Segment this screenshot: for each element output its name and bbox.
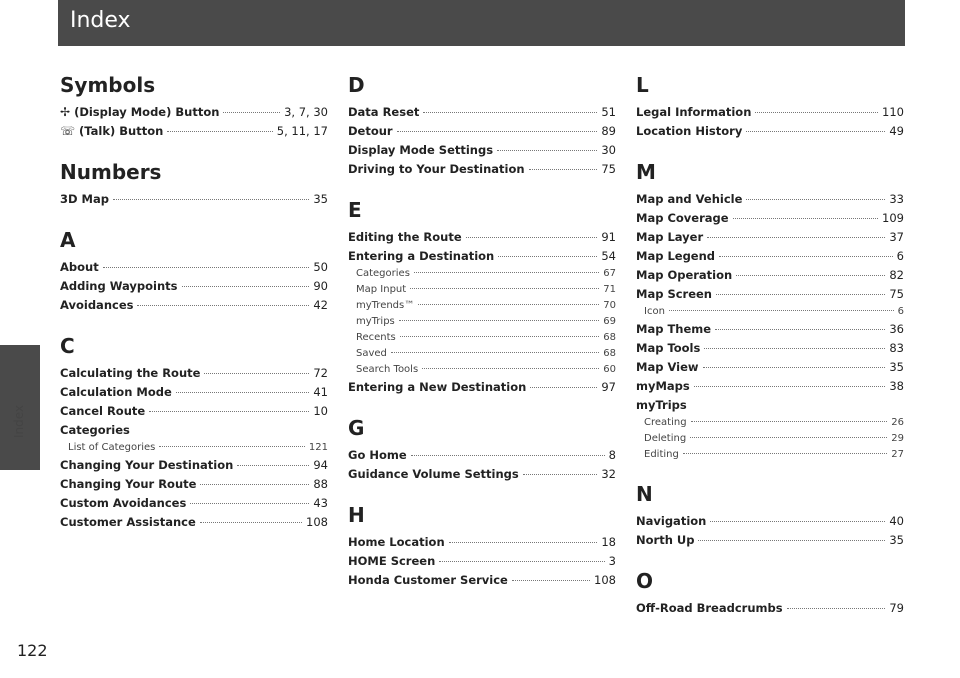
entry-term: List of Categories: [68, 442, 156, 453]
section-heading-e: E: [348, 198, 362, 222]
index-entry: [636, 339, 904, 358]
entry-pages: 43: [313, 496, 328, 510]
section-heading-m: M: [636, 160, 656, 184]
entry-pages: 40: [889, 514, 904, 528]
index-column-1: [60, 72, 328, 532]
section-heading-h: H: [348, 503, 365, 527]
leader-dots: [529, 169, 598, 170]
entry-term: Display Mode Settings: [348, 143, 494, 157]
leader-dots: [397, 131, 598, 132]
index-entry: [636, 103, 904, 122]
entry-pages: 49: [889, 124, 904, 138]
entry-term: Saved: [356, 348, 387, 359]
entry-term: Icon: [644, 306, 665, 317]
entry-term: Legal Information: [636, 105, 752, 119]
entry-term: 3D Map: [60, 192, 109, 206]
entry-term: Navigation: [636, 514, 707, 528]
index-entry: [348, 122, 616, 141]
entry-term: Honda Customer Service: [348, 573, 508, 587]
index-subentry: [636, 415, 904, 431]
side-index-label: Index: [12, 405, 26, 439]
entry-term: Categories: [356, 268, 410, 279]
index-subentry: [348, 282, 616, 298]
leader-dots: [710, 521, 885, 522]
entry-term: Avoidances: [60, 298, 134, 312]
entry-term: Customer Assistance: [60, 515, 196, 529]
entry-pages: 97: [601, 380, 616, 394]
entry-pages: 79: [889, 601, 904, 615]
index-entry: [60, 494, 328, 513]
leader-dots: [719, 256, 893, 257]
index-subentry: [348, 362, 616, 378]
entry-pages: 30: [601, 143, 616, 157]
index-entry: [348, 247, 616, 266]
talk-key-icon: ☏: [60, 124, 76, 138]
leader-dots: [182, 286, 310, 287]
leader-dots: [669, 310, 894, 311]
leader-dots: [704, 348, 885, 349]
index-entry: [60, 383, 328, 402]
index-entry: [348, 533, 616, 552]
entry-term: Go Home: [348, 448, 407, 462]
entry-term: Editing the Route: [348, 230, 462, 244]
entry-term: Adding Waypoints: [60, 279, 178, 293]
index-entry: [636, 320, 904, 339]
leader-dots: [410, 288, 599, 289]
entry-term: (Display Mode) Button: [74, 105, 220, 119]
index-entry: [60, 402, 328, 421]
entry-pages: 42: [313, 298, 328, 312]
leader-dots: [200, 484, 309, 485]
index-subentry: [348, 330, 616, 346]
display-mode-key-icon: ✢: [60, 105, 71, 119]
index-subentry: [636, 431, 904, 447]
index-subentry: [348, 298, 616, 314]
leader-dots: [103, 267, 310, 268]
entry-term: Cancel Route: [60, 404, 146, 418]
index-subentry: [348, 346, 616, 362]
entry-term: Detour: [348, 124, 393, 138]
index-entry: [348, 228, 616, 247]
entry-term: Recents: [356, 332, 396, 343]
leader-dots: [400, 336, 599, 337]
entry-term: Creating: [644, 417, 687, 428]
index-entry: [636, 122, 904, 141]
leader-dots: [418, 304, 599, 305]
entry-pages: 88: [313, 477, 328, 491]
entry-term: (Talk) Button: [79, 124, 164, 138]
leader-dots: [223, 112, 280, 113]
leader-dots: [498, 256, 597, 257]
leader-dots: [733, 218, 879, 219]
leader-dots: [703, 367, 886, 368]
entry-pages: 71: [603, 284, 616, 295]
entry-pages: 54: [601, 249, 616, 263]
leader-dots: [755, 112, 878, 113]
section-heading-d: D: [348, 73, 365, 97]
page-number: 122: [17, 641, 48, 660]
leader-dots: [190, 503, 309, 504]
index-column-3: [636, 72, 904, 618]
leader-dots: [466, 237, 598, 238]
index-entry: [636, 209, 904, 228]
index-entry: [348, 465, 616, 484]
index-entry: [348, 160, 616, 179]
index-entry: [60, 103, 328, 122]
entry-term: Map View: [636, 360, 699, 374]
index-entry: [636, 512, 904, 531]
index-entry: [60, 190, 328, 209]
index-entry: [636, 531, 904, 550]
leader-dots: [787, 608, 886, 609]
index-subentry: [348, 266, 616, 282]
leader-dots: [690, 437, 887, 438]
entry-pages: 5, 11, 17: [276, 124, 328, 138]
leader-dots: [715, 329, 885, 330]
entry-term: Map Operation: [636, 268, 733, 282]
index-entry: [60, 258, 328, 277]
entry-pages: 69: [603, 316, 616, 327]
entry-pages: 38: [889, 379, 904, 393]
index-entry: [60, 277, 328, 296]
index-entry-heading: myTrips: [636, 398, 687, 412]
index-entry: [60, 456, 328, 475]
entry-term: Changing Your Route: [60, 477, 197, 491]
leader-dots: [523, 474, 598, 475]
index-column-2: [348, 72, 616, 590]
entry-term: myMaps: [636, 379, 690, 393]
entry-term: myTrends™: [356, 300, 415, 311]
index-entry: [348, 141, 616, 160]
section-heading-c: C: [60, 334, 75, 358]
leader-dots: [204, 373, 309, 374]
header-banner: [58, 0, 905, 46]
leader-dots: [137, 305, 309, 306]
entry-pages: 27: [891, 449, 904, 460]
index-entry: [636, 190, 904, 209]
index-subentry: [60, 440, 328, 456]
entry-pages: 75: [601, 162, 616, 176]
leader-dots: [414, 272, 599, 273]
leader-dots: [200, 522, 302, 523]
leader-dots: [683, 453, 887, 454]
entry-term: Map Theme: [636, 322, 712, 336]
index-entry: [60, 475, 328, 494]
entry-term: Calculating the Route: [60, 366, 201, 380]
entry-pages: 83: [889, 341, 904, 355]
leader-dots: [399, 320, 600, 321]
leader-dots: [746, 199, 885, 200]
index-entry: [348, 103, 616, 122]
leader-dots: [422, 368, 599, 369]
entry-term: Map Coverage: [636, 211, 729, 225]
index-entry: [60, 122, 328, 141]
entry-pages: 70: [603, 300, 616, 311]
index-entry: [636, 285, 904, 304]
entry-term: Changing Your Destination: [60, 458, 234, 472]
entry-term: Map Input: [356, 284, 407, 295]
entry-term: Entering a New Destination: [348, 380, 527, 394]
entry-pages: 67: [603, 268, 616, 279]
index-subentry: [636, 304, 904, 320]
leader-dots: [149, 411, 309, 412]
leader-dots: [497, 150, 597, 151]
entry-term: Map Tools: [636, 341, 701, 355]
entry-pages: 8: [608, 448, 616, 462]
index-entry: [60, 296, 328, 315]
entry-term: Calculation Mode: [60, 385, 172, 399]
entry-pages: 35: [313, 192, 328, 206]
entry-term: Editing: [644, 449, 679, 460]
entry-pages: 29: [891, 433, 904, 444]
leader-dots: [159, 446, 305, 447]
index-entry: [60, 364, 328, 383]
entry-pages: 108: [594, 573, 616, 587]
entry-pages: 89: [601, 124, 616, 138]
leader-dots: [746, 131, 885, 132]
entry-term: Map Legend: [636, 249, 716, 263]
entry-pages: 51: [601, 105, 616, 119]
entry-term: Map and Vehicle: [636, 192, 743, 206]
entry-pages: 110: [882, 105, 904, 119]
entry-pages: 109: [882, 211, 904, 225]
leader-dots: [113, 199, 309, 200]
leader-dots: [707, 237, 885, 238]
entry-pages: 68: [603, 348, 616, 359]
leader-dots: [691, 421, 888, 422]
entry-pages: 3, 7, 30: [284, 105, 328, 119]
entry-term: Custom Avoidances: [60, 496, 187, 510]
entry-pages: 41: [313, 385, 328, 399]
entry-term: Entering a Destination: [348, 249, 495, 263]
entry-term: HOME Screen: [348, 554, 436, 568]
entry-term: Search Tools: [356, 364, 419, 375]
leader-dots: [237, 465, 309, 466]
entry-pages: 91: [601, 230, 616, 244]
index-entry: [636, 247, 904, 266]
entry-pages: 37: [889, 230, 904, 244]
entry-pages: 26: [891, 417, 904, 428]
index-entry: [636, 358, 904, 377]
entry-term: Location History: [636, 124, 743, 138]
index-entry: [348, 378, 616, 397]
leader-dots: [439, 561, 604, 562]
entry-term: myTrips: [356, 316, 395, 327]
index-entry-heading: Categories: [60, 423, 130, 437]
index-subentry: [636, 447, 904, 463]
entry-pages: 18: [601, 535, 616, 549]
entry-pages: 32: [601, 467, 616, 481]
leader-dots: [716, 294, 885, 295]
entry-pages: 3: [608, 554, 616, 568]
section-heading-g: G: [348, 416, 365, 440]
entry-pages: 6: [896, 249, 904, 263]
entry-pages: 6: [897, 306, 904, 317]
index-entry: [348, 446, 616, 465]
index-entry: [636, 377, 904, 396]
index-entry: [636, 599, 904, 618]
entry-term: Deleting: [644, 433, 687, 444]
leader-dots: [530, 387, 597, 388]
section-heading-n: N: [636, 482, 653, 506]
entry-pages: 121: [308, 442, 328, 453]
entry-term: North Up: [636, 533, 695, 547]
entry-pages: 68: [603, 332, 616, 343]
entry-pages: 90: [313, 279, 328, 293]
entry-pages: 94: [313, 458, 328, 472]
leader-dots: [176, 392, 310, 393]
leader-dots: [449, 542, 598, 543]
index-entry: [636, 228, 904, 247]
index-subentry: [348, 314, 616, 330]
index-entry: [348, 552, 616, 571]
index-entry: [636, 266, 904, 285]
section-heading-a: A: [60, 228, 76, 252]
leader-dots: [411, 455, 605, 456]
entry-term: Map Screen: [636, 287, 712, 301]
entry-term: Home Location: [348, 535, 445, 549]
entry-term: Guidance Volume Settings: [348, 467, 519, 481]
entry-pages: 82: [889, 268, 904, 282]
leader-dots: [423, 112, 597, 113]
entry-term: Map Layer: [636, 230, 704, 244]
entry-pages: 108: [306, 515, 328, 529]
section-heading-l: L: [636, 73, 649, 97]
page-title: Index: [70, 8, 131, 33]
entry-term: Off-Road Breadcrumbs: [636, 601, 783, 615]
leader-dots: [698, 540, 885, 541]
entry-pages: 36: [889, 322, 904, 336]
entry-term: Driving to Your Destination: [348, 162, 525, 176]
entry-pages: 75: [889, 287, 904, 301]
index-entry: [60, 513, 328, 532]
section-heading-symbols: Symbols: [60, 73, 156, 97]
section-heading-o: O: [636, 569, 654, 593]
entry-term: About: [60, 260, 99, 274]
leader-dots: [694, 386, 886, 387]
section-heading-numbers: Numbers: [60, 160, 162, 184]
entry-pages: 33: [889, 192, 904, 206]
index-entry: [348, 571, 616, 590]
entry-pages: 60: [603, 364, 616, 375]
entry-pages: 50: [313, 260, 328, 274]
entry-pages: 35: [889, 533, 904, 547]
entry-term: Data Reset: [348, 105, 420, 119]
leader-dots: [167, 131, 273, 132]
entry-pages: 35: [889, 360, 904, 374]
entry-pages: 72: [313, 366, 328, 380]
leader-dots: [391, 352, 599, 353]
leader-dots: [512, 580, 590, 581]
leader-dots: [736, 275, 885, 276]
entry-pages: 10: [313, 404, 328, 418]
